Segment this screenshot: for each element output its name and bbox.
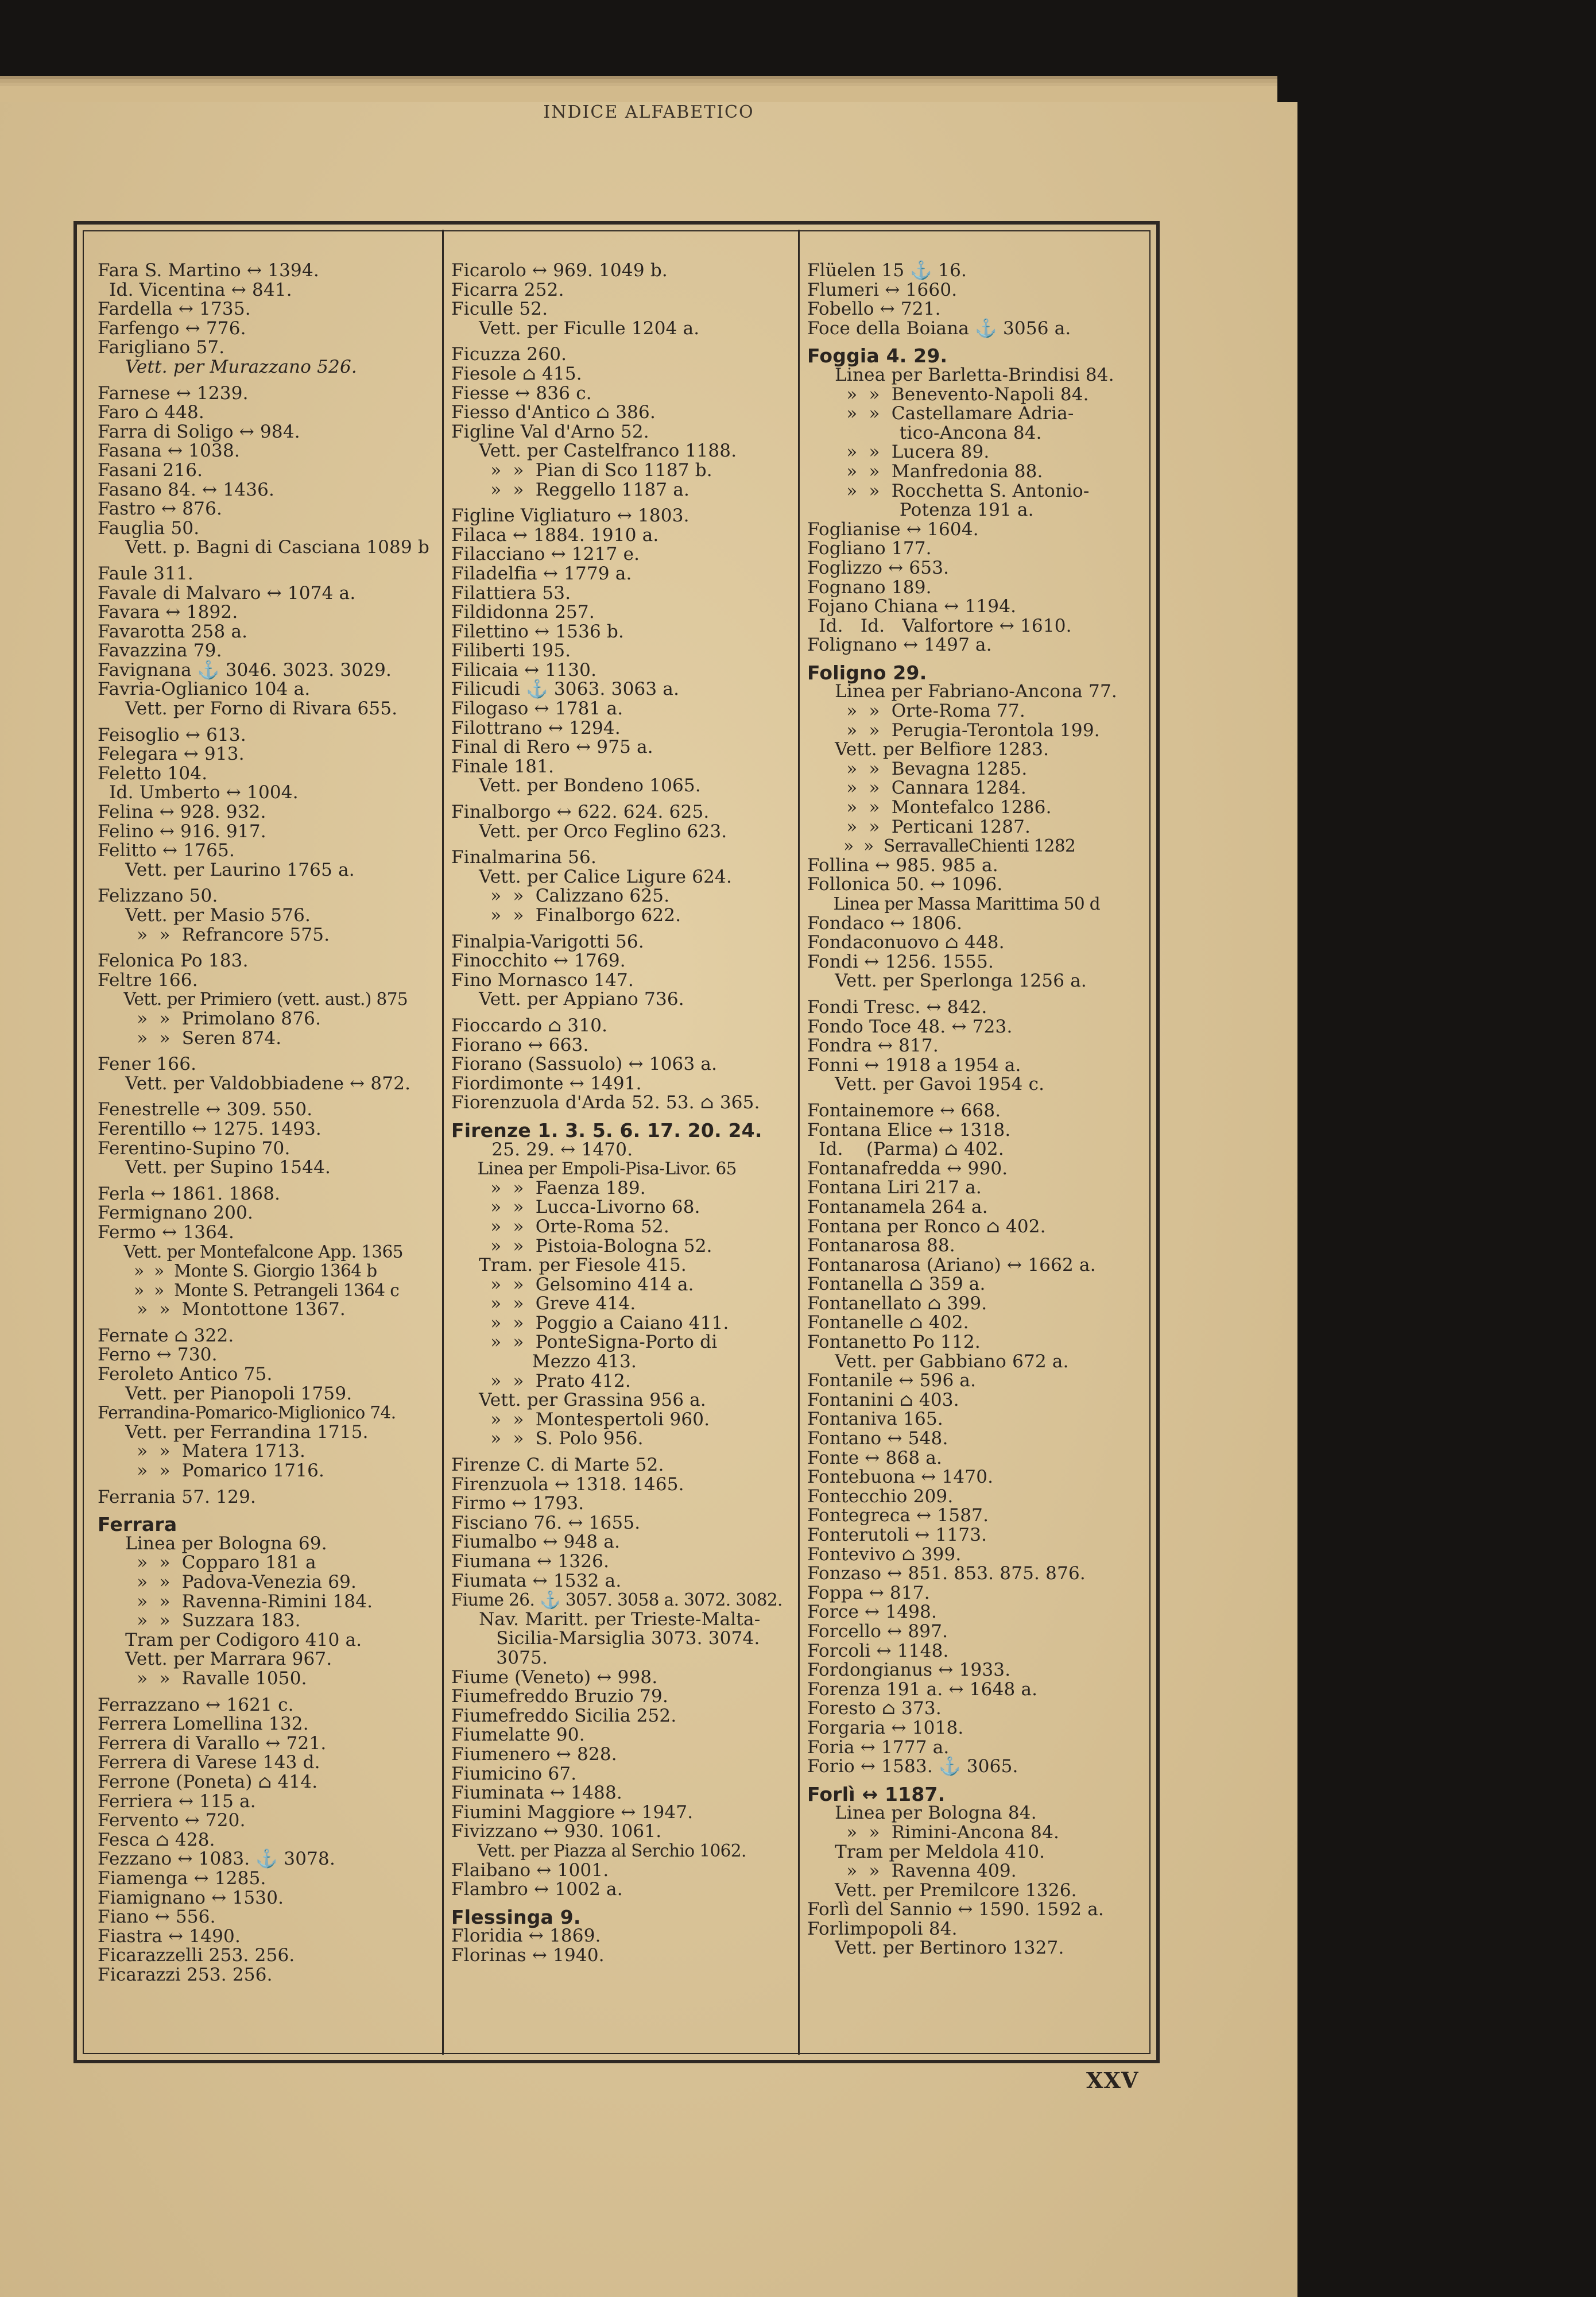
index-entry: » » Copparo 181 a (114, 1552, 316, 1573)
index-entry: Vett. per Castelfranco 1188. (467, 440, 737, 462)
index-entry: Fontano ↔ 548. (807, 1428, 948, 1449)
index-entry: Fonzaso ↔ 851. 853. 875. 876. (807, 1563, 1086, 1584)
index-entry: Fasani 216. (98, 459, 203, 481)
index-entry: Finalmarina 56. (451, 847, 596, 868)
index-entry: Foce della Boiana ⚓ 3056 a. (807, 318, 1071, 339)
index-entry: Ficarazzi 253. 256. (98, 1964, 273, 1985)
index-entry: Feisoglio ↔ 613. (98, 724, 246, 745)
index-entry: Flaibano ↔ 1001. (451, 1859, 609, 1881)
index-entry: » » Monte S. Giorgio 1364 b (114, 1261, 377, 1281)
index-entry: Fontecchio 209. (807, 1486, 954, 1507)
index-entry: Fiano ↔ 556. (98, 1907, 216, 1928)
index-entry: Final di Rero ↔ 975 a. (451, 737, 653, 758)
index-entry: Fiumelatte 90. (451, 1724, 585, 1746)
index-entry: Ferla ↔ 1861. 1868. (98, 1183, 281, 1204)
index-entry: Fiumefreddo Bruzio 79. (451, 1686, 669, 1707)
index-entry: » » PonteSigna-Porto di (467, 1332, 718, 1353)
index-entry: Finalborgo ↔ 622. 624. 625. (451, 802, 710, 823)
index-entry: Fordongianus ↔ 1933. (807, 1660, 1011, 1681)
index-entry: Vett. per Laurino 1765 a. (114, 859, 355, 880)
index-entry: Finalpia-Varigotti 56. (451, 931, 644, 952)
index-entry: Id. Umberto ↔ 1004. (98, 782, 299, 803)
index-entry: » » Ravalle 1050. (114, 1668, 307, 1689)
index-entry: Forlì del Sannio ↔ 1590. 1592 a. (807, 1899, 1104, 1920)
index-entry: Vett. per Premilcore 1326. (823, 1880, 1077, 1901)
index-entry: Fermo ↔ 1364. (98, 1221, 235, 1243)
index-entry: Fiastra ↔ 1490. (98, 1925, 241, 1947)
index-entry: Vett. per Supino 1544. (114, 1157, 331, 1178)
index-entry: Fondaconuovo ⌂ 448. (807, 932, 1005, 953)
index-entry: Fonterutoli ↔ 1173. (807, 1525, 987, 1545)
index-entry: Fondi Tresc. ↔ 842. (807, 996, 987, 1018)
index-column-1 (98, 261, 442, 1985)
index-entry: Vett. per Calice Ligure 624. (467, 866, 733, 887)
index-entry: Fontanafredda ↔ 990. (807, 1158, 1008, 1179)
index-entry: Tram. per Fiesole 415. (467, 1255, 687, 1276)
index-entry: Fiesso d'Antico ⌂ 386. (451, 402, 656, 423)
index-entry: Fontanetto Po 112. (807, 1332, 981, 1353)
index-entry: Fojano Chiana ↔ 1194. (807, 596, 1017, 617)
index-entry: Fiume 26. ⚓ 3057. 3058 a. 3072. 3082. (451, 1590, 782, 1610)
index-entry: » » Padova-Venezia 69. (114, 1572, 357, 1592)
index-entry: Vett. per Appiano 736. (467, 989, 684, 1010)
index-entry: Linea per Empoli-Pisa-Livor. 65 (467, 1159, 737, 1179)
page-number: XXV (1086, 2067, 1139, 2093)
index-entry: Fesca ⌂ 428. (98, 1829, 215, 1850)
index-heading-entry: Ferrara (98, 1513, 177, 1536)
index-entry: Fontanile ↔ 596 a. (807, 1370, 977, 1391)
index-entry: Linea per Barletta-Brindisi 84. (823, 364, 1114, 385)
index-entry: Ficarolo ↔ 969. 1049 b. (451, 260, 668, 281)
index-entry: Ferentino-Supino 70. (98, 1138, 290, 1159)
index-entry: » » Manfredonia 88. (823, 461, 1043, 482)
index-entry: 25. 29. ↔ 1470. (451, 1139, 633, 1160)
index-entry: Fiumenero ↔ 828. (451, 1743, 617, 1765)
index-entry: » » Matera 1713. (114, 1441, 306, 1462)
index-entry: Fognano 189. (807, 577, 932, 598)
index-entry: » » S. Polo 956. (467, 1428, 644, 1449)
index-entry: Fontanella ⌂ 359 a. (807, 1274, 986, 1295)
index-entry: Fiumata ↔ 1532 a. (451, 1570, 622, 1591)
index-column-2 (451, 261, 796, 1965)
index-entry: Ferrera di Varallo ↔ 721. (98, 1733, 327, 1754)
index-entry: Filettino ↔ 1536 b. (451, 621, 625, 642)
index-entry: Favara ↔ 1892. (98, 602, 238, 623)
index-entry: » » Montespertoli 960. (467, 1409, 710, 1430)
index-entry: Feltre 166. (98, 969, 198, 991)
index-entry: Vett. per Valdobbiadene ↔ 872. (114, 1073, 411, 1094)
index-entry: Fiorano ↔ 663. (451, 1034, 589, 1055)
index-entry: Ferrera Lomellina 132. (98, 1714, 309, 1735)
index-entry: Fontanelle ⌂ 402. (807, 1312, 969, 1333)
index-entry: » » Prato 412. (467, 1370, 631, 1391)
index-entry: Vett. per Pianopoli 1759. (114, 1383, 352, 1404)
index-entry: Fontanarosa (Ariano) ↔ 1662 a. (807, 1254, 1096, 1275)
index-entry: Favale di Malvaro ↔ 1074 a. (98, 582, 356, 604)
index-entry: Fezzano ↔ 1083. ⚓ 3078. (98, 1849, 336, 1870)
index-entry: Fernate ⌂ 322. (98, 1325, 234, 1346)
index-entry: Fontana per Ronco ⌂ 402. (807, 1216, 1046, 1237)
index-entry: Feroleto Antico 75. (98, 1364, 273, 1385)
index-entry: Fasano 84. ↔ 1436. (98, 479, 275, 500)
index-entry: » » Orte-Roma 52. (467, 1216, 669, 1237)
index-entry: Fondra ↔ 817. (807, 1035, 939, 1057)
index-entry: » » Calizzano 625. (467, 885, 670, 907)
column-divider-1 (442, 230, 444, 2055)
index-entry: » » Refrancore 575. (114, 924, 330, 945)
index-column-3 (807, 261, 1152, 1958)
index-entry: Finocchito ↔ 1769. (451, 950, 626, 972)
index-entry: Fiumana ↔ 1326. (451, 1551, 610, 1572)
index-entry: » » Pomarico 1716. (114, 1460, 325, 1482)
index-entry: Fiume (Veneto) ↔ 998. (451, 1666, 658, 1688)
index-entry: Forio ↔ 1583. ⚓ 3065. (807, 1756, 1018, 1777)
index-entry: Filottrano ↔ 1294. (451, 717, 621, 738)
index-heading-entry: Forlì ↔ 1187. (807, 1782, 946, 1805)
index-entry: » » Pistoia-Bologna 52. (467, 1235, 712, 1256)
index-entry: Fildidonna 257. (451, 602, 595, 623)
index-entry: Fiamignano ↔ 1530. (98, 1887, 284, 1908)
index-entry: Foria ↔ 1777 a. (807, 1737, 950, 1758)
index-entry: Felino ↔ 916. 917. (98, 821, 266, 842)
index-heading-entry: Foligno 29. (807, 661, 927, 684)
index-entry: Flüelen 15 ⚓ 16. (807, 260, 967, 281)
index-entry: Fiorano (Sassuolo) ↔ 1063 a. (451, 1054, 718, 1075)
index-entry: Flumeri ↔ 1660. (807, 279, 958, 300)
index-entry: Id. (Parma) ⌂ 402. (807, 1139, 1004, 1160)
index-entry: Fiorenzuola d'Arda 52. 53. ⌂ 365. (451, 1092, 760, 1113)
index-entry: Farnese ↔ 1239. (98, 382, 249, 404)
index-entry: Florinas ↔ 1940. (451, 1944, 605, 1966)
index-entry: Fino Mornasco 147. (451, 969, 634, 991)
index-entry: Firenzuola ↔ 1318. 1465. (451, 1474, 684, 1495)
index-entry: Vett. per Grassina 956 a. (467, 1390, 706, 1411)
index-entry: Fervento ↔ 720. (98, 1810, 246, 1831)
index-entry: Firmo ↔ 1793. (451, 1493, 584, 1514)
index-entry: Tram per Codigoro 410 a. (114, 1629, 362, 1650)
index-entry: » » Perticani 1287. (823, 816, 1031, 837)
index-entry: Vett. per Orco Feglino 623. (467, 821, 727, 842)
index-entry: Fastro ↔ 876. (98, 498, 223, 520)
index-entry: Vett. per Ferrandina 1715. (114, 1421, 369, 1443)
index-entry: Fiumefreddo Sicilia 252. (451, 1705, 677, 1726)
index-entry: » » Lucca-Livorno 68. (467, 1197, 700, 1218)
index-entry: Follonica 50. ↔ 1096. (807, 874, 1003, 895)
index-entry: Fogliano 177. (807, 538, 932, 559)
index-entry: Farigliano 57. (98, 337, 225, 358)
index-entry: Felizzano 50. (98, 885, 218, 907)
index-entry: Felonica Po 183. (98, 950, 249, 972)
index-entry: Folignano ↔ 1497 a. (807, 635, 992, 656)
index-entry: Tram per Meldola 410. (823, 1841, 1045, 1862)
index-entry: Fener 166. (98, 1054, 197, 1075)
index-entry: Id. Id. Valfortore ↔ 1610. (807, 615, 1072, 636)
index-entry: » » Primolano 876. (114, 1008, 321, 1029)
index-entry: Forlimpopoli 84. (807, 1918, 958, 1939)
index-entry: Potenza 191 a. (807, 500, 1034, 521)
index-entry: tico-Ancona 84. (807, 422, 1042, 443)
index-heading-entry: Flessinga 9. (451, 1905, 581, 1928)
index-entry: Fobello ↔ 721. (807, 299, 941, 320)
index-entry: Filattiera 53. (451, 582, 571, 604)
index-entry: Fontebuona ↔ 1470. (807, 1467, 994, 1488)
index-entry: Ferrandina-Pomarico-Miglionico 74. (98, 1403, 396, 1423)
index-entry: Fardella ↔ 1735. (98, 299, 251, 320)
index-entry: Firenze C. di Marte 52. (451, 1455, 664, 1476)
index-entry: » » Gelsomino 414 a. (467, 1274, 694, 1295)
index-entry: » » Lucera 89. (823, 442, 990, 463)
index-heading-entry: Foggia 4. 29. (807, 345, 948, 368)
index-entry: Filicaia ↔ 1130. (451, 659, 597, 680)
index-entry: Linea per Fabriano-Ancona 77. (823, 681, 1117, 702)
index-entry: Forcello ↔ 897. (807, 1621, 948, 1642)
index-entry: Fasana ↔ 1038. (98, 440, 240, 462)
index-entry: Faule 311. (98, 563, 193, 584)
index-entry: » » Cannara 1284. (823, 778, 1026, 799)
column-divider-2 (798, 230, 800, 2055)
index-entry: Fontana Elice ↔ 1318. (807, 1119, 1011, 1140)
index-entry: Figline Val d'Arno 52. (451, 421, 649, 442)
index-entry: » » Castellamare Adria- (823, 403, 1074, 424)
index-entry: Ficarra 252. (451, 279, 564, 300)
index-entry: Vett. per Bondeno 1065. (467, 775, 701, 796)
index-entry: » » Rocchetta S. Antonio- (823, 480, 1090, 501)
index-entry: Linea per Massa Marittima 50 d (823, 894, 1101, 914)
index-entry: Linea per Bologna 84. (823, 1803, 1037, 1824)
index-entry: Fivizzano ↔ 930. 1061. (451, 1821, 662, 1842)
index-entry: Fontanellato ⌂ 399. (807, 1293, 987, 1314)
index-entry: Force ↔ 1498. (807, 1602, 938, 1623)
index-entry: Foppa ↔ 817. (807, 1582, 930, 1603)
index-entry: Ficarazzelli 253. 256. (98, 1945, 295, 1966)
index-entry: Fontanamela 264 a. (807, 1196, 988, 1217)
index-entry: Fontainemore ↔ 668. (807, 1100, 1001, 1121)
index-entry: Linea per Bologna 69. (114, 1533, 327, 1554)
index-entry: Fondaco ↔ 1806. (807, 912, 963, 934)
index-entry: Nav. Maritt. per Trieste-Malta- (467, 1608, 761, 1630)
index-entry: Figline Vigliaturo ↔ 1803. (451, 505, 689, 527)
index-entry: Filadelfia ↔ 1779 a. (451, 563, 632, 584)
index-entry: Fenestrelle ↔ 309. 550. (98, 1099, 313, 1120)
index-entry: Vett. per Marrara 967. (114, 1649, 332, 1670)
index-entry: Fontaniva 165. (807, 1409, 943, 1430)
index-entry: Forcoli ↔ 1148. (807, 1640, 949, 1661)
index-entry: Vett. per Ficulle 1204 a. (467, 318, 700, 339)
index-entry: Vett. per Primiero (vett. aust.) 875 (114, 989, 408, 1010)
index-entry: » » Bevagna 1285. (823, 758, 1028, 779)
index-entry: » » Montottone 1367. (114, 1299, 346, 1320)
index-entry: Filicudi ⚓ 3063. 3063 a. (451, 679, 680, 700)
index-entry: Filaca ↔ 1884. 1910 a. (451, 524, 659, 546)
index-entry: » » Rimini-Ancona 84. (823, 1822, 1060, 1843)
index-entry: 3075. (467, 1647, 548, 1668)
index-entry: Vett. per Forno di Rivara 655. (114, 698, 398, 720)
index-entry: » » SerravalleChienti 1282 (823, 836, 1076, 856)
index-entry: » » Perugia-Terontola 199. (823, 720, 1100, 741)
index-entry: Feletto 104. (98, 763, 208, 784)
index-entry: Finale 181. (451, 756, 555, 777)
index-entry: Favazzina 79. (98, 640, 222, 662)
index-entry: Fonni ↔ 1918 a 1954 a. (807, 1054, 1021, 1076)
index-entry: Flambro ↔ 1002 a. (451, 1879, 623, 1900)
index-entry: Filogaso ↔ 1781 a. (451, 698, 623, 720)
index-entry: Fiumicino 67. (451, 1763, 577, 1784)
page-header: INDICE ALFABETICO (543, 102, 754, 122)
index-entry: Filiberti 195. (451, 640, 571, 662)
index-entry: » » Greve 414. (467, 1293, 636, 1314)
index-entry: » » Pian di Sco 1187 b. (467, 459, 712, 481)
index-entry: Ficuzza 260. (451, 344, 567, 365)
index-entry: » » Poggio a Caiano 411. (467, 1312, 729, 1333)
index-entry: Felitto ↔ 1765. (98, 840, 235, 861)
index-entry: Foresto ⌂ 373. (807, 1698, 942, 1719)
index-entry: Foglizzo ↔ 653. (807, 557, 950, 578)
index-entry: Vett. per Belfiore 1283. (823, 739, 1049, 760)
index-entry: Vett. per Masio 576. (114, 905, 311, 926)
index-entry: Favria-Oglianico 104 a. (98, 679, 311, 700)
index-entry: Ferentillo ↔ 1275. 1493. (98, 1118, 321, 1139)
index-entry: » » Ravenna-Rimini 184. (114, 1591, 373, 1612)
index-entry: Fontanarosa 88. (807, 1235, 955, 1256)
index-entry: Fiordimonte ↔ 1491. (451, 1073, 642, 1094)
index-entry: Farra di Soligo ↔ 984. (98, 421, 300, 442)
index-entry: Fioccardo ⌂ 310. (451, 1015, 608, 1036)
index-entry: » » Faenza 189. (467, 1177, 646, 1198)
index-entry: Sicilia-Marsiglia 3073. 3074. (467, 1628, 760, 1649)
index-entry: Ferno ↔ 730. (98, 1344, 218, 1366)
index-entry: Floridia ↔ 1869. (451, 1925, 601, 1947)
index-entry: » » Finalborgo 622. (467, 905, 681, 926)
index-entry: Vett. per Murazzano 526. (114, 356, 357, 377)
index-entry: Id. Vicentina ↔ 841. (98, 279, 292, 300)
index-entry: Favignana ⚓ 3046. 3023. 3029. (98, 659, 392, 680)
index-entry: Fiuminata ↔ 1488. (451, 1782, 622, 1804)
index-entry: Ferrera di Varese 143 d. (98, 1752, 320, 1773)
index-entry: Vett. per Montefalcone App. 1365 (114, 1242, 403, 1262)
index-entry: Vett. per Sperlonga 1256 a. (823, 970, 1087, 992)
index-entry: Fontana Liri 217 a. (807, 1177, 982, 1198)
index-entry: Ferrone (Poneta) ⌂ 414. (98, 1771, 318, 1792)
index-entry: Fiamenga ↔ 1285. (98, 1867, 266, 1889)
index-entry: Ferriera ↔ 115 a. (98, 1791, 256, 1812)
index-entry: Fontevivo ⌂ 399. (807, 1544, 962, 1565)
index-entry: Follina ↔ 985. 985 a. (807, 854, 998, 876)
index-entry: Fauglia 50. (98, 517, 200, 539)
index-entry: Vett. per Piazza al Serchio 1062. (467, 1840, 746, 1861)
index-entry: Fiumini Maggiore ↔ 1947. (451, 1801, 694, 1823)
index-entry: Forenza 191 a. ↔ 1648 a. (807, 1679, 1038, 1700)
index-entry: Fiumalbo ↔ 948 a. (451, 1532, 621, 1553)
index-entry: » » Seren 874. (114, 1027, 282, 1049)
index-entry: Filacciano ↔ 1217 e. (451, 544, 640, 565)
index-entry: Fondi ↔ 1256. 1555. (807, 951, 994, 972)
index-entry: » » Suzzara 183. (114, 1610, 301, 1631)
index-entry: Faro ⌂ 448. (98, 402, 204, 423)
index-entry: » » Montefalco 1286. (823, 797, 1052, 818)
index-entry: Felegara ↔ 913. (98, 744, 245, 765)
index-entry: Fiesole ⌂ 415. (451, 363, 582, 384)
index-entry: Foglianise ↔ 1604. (807, 519, 979, 540)
index-entry: Forgaria ↔ 1018. (807, 1717, 964, 1738)
index-entry: » » Monte S. Petrangeli 1364 c (114, 1280, 400, 1300)
index-heading-entry: Firenze 1. 3. 5. 6. 17. 20. 24. (451, 1119, 762, 1142)
index-entry: Fara S. Martino ↔ 1394. (98, 260, 319, 281)
index-entry: Fiesse ↔ 836 c. (451, 382, 592, 404)
index-entry: » » Reggello 1187 a. (467, 479, 690, 500)
index-entry: Vett. per Gavoi 1954 c. (823, 1074, 1045, 1095)
index-entry: Ferrania 57. 129. (98, 1486, 257, 1507)
index-entry: Vett. per Gabbiano 672 a. (823, 1351, 1069, 1372)
index-entry: Ferrazzano ↔ 1621 c. (98, 1694, 294, 1715)
index-entry: » » Ravenna 409. (823, 1861, 1017, 1882)
index-entry: Vett. p. Bagni di Casciana 1089 b (114, 537, 429, 558)
index-entry: Fontanini ⌂ 403. (807, 1389, 959, 1410)
index-entry: Fontegreca ↔ 1587. (807, 1505, 989, 1526)
index-entry: » » Orte-Roma 77. (823, 701, 1025, 722)
index-entry: Vett. per Bertinoro 1327. (823, 1938, 1064, 1959)
index-entry: Felina ↔ 928. 932. (98, 802, 266, 823)
index-entry: Ficulle 52. (451, 299, 548, 320)
index-entry: Fermignano 200. (98, 1202, 254, 1224)
index-entry: Fisciano 76. ↔ 1655. (451, 1512, 641, 1533)
index-entry: Farfengo ↔ 776. (98, 318, 246, 339)
index-entry: Fondo Toce 48. ↔ 723. (807, 1016, 1013, 1037)
index-entry: Favarotta 258 a. (98, 621, 248, 642)
index-entry: Mezzo 413. (451, 1351, 637, 1372)
index-entry: Fonte ↔ 868 a. (807, 1447, 943, 1468)
index-entry: » » Benevento-Napoli 84. (823, 384, 1089, 405)
